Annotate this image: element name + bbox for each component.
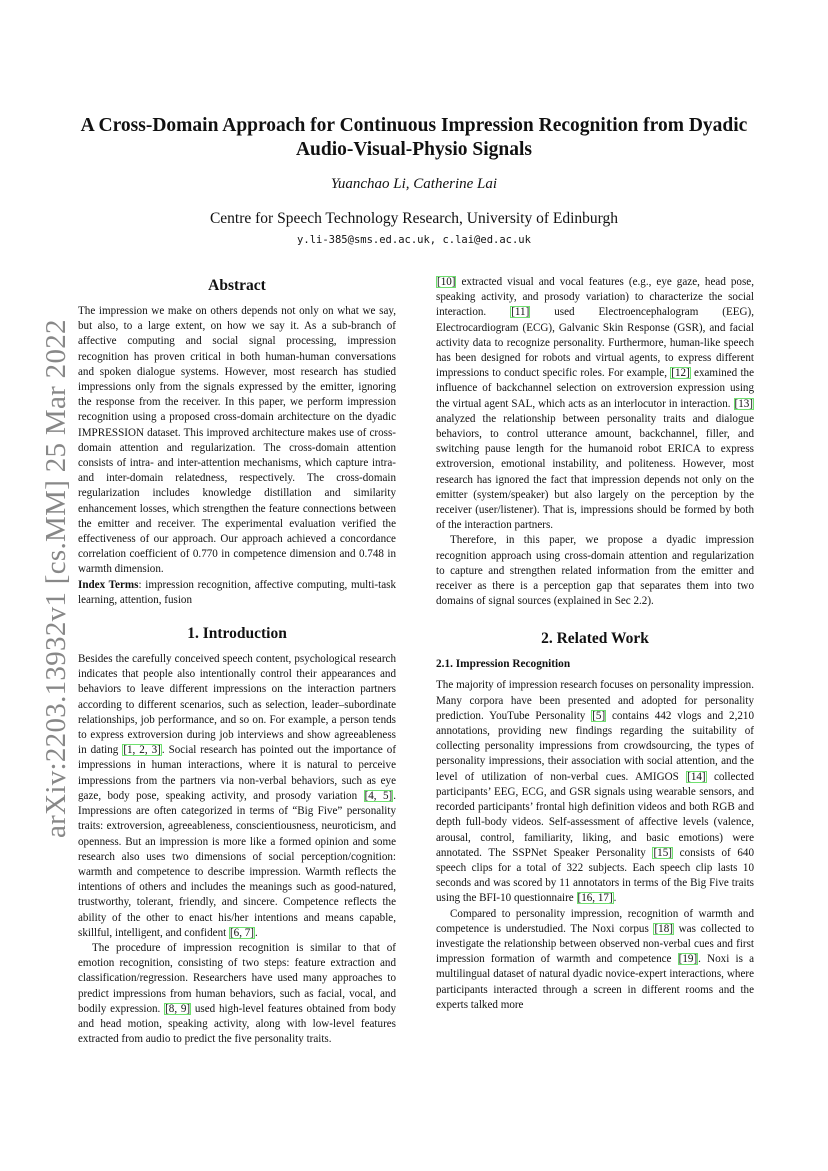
citation-link[interactable]: [6, 7] (229, 926, 254, 939)
intro-text: extracted visual and vocal features (e.g., eye gaze, head pose, speaking activity, and prosody variation) to characterize the social interaction. (436, 276, 754, 319)
index-terms (78, 578, 396, 608)
intro-text: analyzed the relationship between personality traits and dialogue behaviors, to control utterance amount, backchannel, filler, and switching pause length for the humanoid robot ERICA to express extroversion, emotional instability, and politeness. However, most research has ignored the fact that impression depends not only on the emitter (system/speaker) but also largely on the perception by the receiver (user/listener). That is, impressions should be formed by both of the interaction partners. (436, 412, 754, 532)
intro-text: The procedure of impression recognition is similar to that of emotion recognition, consisting of two steps: feature extraction and classification/regression. Researchers have used many approaches to predict impressions from human behaviors, such as facial, vocal, and bodily expression. (78, 941, 396, 1015)
related-text: collected participants’ EEG, ECG, and GSR signals using wearable sensors, and recorded participants’ frontal high definition videos and both RGB and depth full-body videos. Self-assessment of affective levels (valence, arousal, control, familiarity, liking, and basic emotions) were annotated. The SSPNet Speaker Personality (436, 770, 754, 859)
citation-link[interactable]: [4, 5] (364, 789, 393, 802)
abstract-text: The impression we make on others depends not only on what we say, but also, to a large extent, on how we say it. As a sub-branch of affective computing and social signal processing, impression recognition has proven critical in both human-human conversations and spoken dialogue systems. However, most research has studied impressions only from the signals expressed by the emitter, ignoring the response from the receiver. In this paper, we perform impression recognition using a proposed cross-domain architecture on the dyadic IMPRESSION dataset. This improved architecture makes use of cross-domain attention and regularization. The cross-domain attention consists of intra- and inter-attention mechanisms, which capture intra- and inter-domain relatedness, respectively. The cross-domain regularization includes knowledge distillation and similarity enhancement losses, which strengthen the feature connections between the emitter and receiver. The experimental evaluation verified the effectiveness of our approach. Our approach achieved a concordance correlation coefficient of 0.770 in competence dimension and 0.748 in warmth dimension. (78, 305, 396, 576)
intro-text: Besides the carefully conceived speech content, psychological research indicates that people also intentionally control their appearances and behaviors to leave different impressions on the interaction partners according to different scenarios, such as selection, leader–subordinate relationships, job performance, and so on. For example, a person tends to express extroversion during job interviews and show agreeableness in dating (78, 653, 396, 757)
citation-link[interactable]: [13] (734, 397, 753, 410)
related-text: The majority of impression research focuses on personality impression. Many corpora have been presented and adopted for personality prediction. YouTube Personality (436, 679, 754, 722)
intro-text: . (255, 926, 258, 939)
related-text: . Noxi is a multilingual dataset of natural dyadic novice-expert interactions, where participants interacted through a screen in different rooms and the experts talked more (436, 953, 754, 1011)
author-emails: y.li-385@sms.ed.ac.uk, c.lai@ed.ac.uk (297, 234, 531, 246)
abstract-heading: Abstract (208, 277, 266, 294)
introduction-heading: 1. Introduction (187, 625, 287, 643)
arxiv-stamp (18, 319, 72, 838)
related-text: contains 442 vlogs and 2,210 annotations, providing new findings regarding the suitability of collecting personality impressions from crowdsourcing, the types of personality impressions, their association with social attention, and the level of utilization of non-verbal cues. AMIGOS (436, 709, 754, 783)
index-terms-label: Index Terms (78, 578, 139, 591)
left-column (78, 270, 396, 1047)
index-terms-text: : impression recognition, affective computing, multi-task learning, attention, fusion (78, 578, 396, 606)
intro-text: used Electroencephalogram (EEG), Electrocardiogram (ECG), Galvanic Skin Response (GSR), and facial activity data to recognize personality. Furthermore, human-like speech has been designed for robots and virtual agents, to express different impressions to conduct specific roles. For example, (436, 306, 755, 380)
intro-text: used high-level features obtained from body and head motion, speaking activity, along with low-level features extracted from audio to predict the five personality traits. (78, 1002, 397, 1046)
citation-link[interactable]: [12] (671, 367, 690, 380)
intro-paragraph-2-continued (436, 275, 754, 533)
related-text: consists of 640 speech clips for a total of 322 subjects. Each speech clip lasts 10 seconds and was scored by 11 annotators in terms of the Big Five traits using the BFI-10 questionnaire (436, 846, 754, 905)
impression-recognition-subheading: 2.1. Impression Recognition (436, 658, 571, 671)
related-paragraph-1 (436, 678, 754, 906)
intro-text: examined the influence of backchannel selection on extroversion expression using the virtual agent SAL, which acts as an interlocutor in interaction. (436, 367, 754, 410)
intro-paragraph-3: Therefore, in this paper, we propose a dyadic impression recognition approach using cross-domain attention and regularization to capture and strengthen related information from the emitter and receiver as there is a perception gap that separates them into two domains of signal sources (explained in Sec 2.2). (436, 534, 754, 608)
citation-link[interactable]: [15] (653, 846, 672, 859)
intro-text: . Social research has pointed out the importance of impressions in human interactions, where it is natural to perceive impressions from the partners via non-verbal behaviors, such as eye gaze, body pose, speaking activity, and prosody variation (78, 744, 397, 802)
related-text: Compared to personality impression, recognition of warmth and competence is understudied. The Noxi corpus (436, 907, 754, 935)
authors: Yuanchao Li, Catherine Lai (330, 176, 498, 192)
citation-link[interactable]: [18] (654, 922, 673, 935)
citation-link[interactable]: [11] (511, 306, 530, 319)
related-text: was collected to investigate the relationship between observed non-verbal cues and first impression formation of warmth and competence (436, 922, 754, 966)
related-work-heading: 2. Related Work (541, 630, 649, 648)
citation-link[interactable]: [5] (592, 709, 606, 722)
right-column (436, 275, 754, 1013)
citation-link[interactable]: [1, 2, 3] (123, 744, 161, 757)
related-text: . (613, 892, 617, 905)
arxiv-identifier: arXiv:2203.13932v1 [cs.MM] 25 Mar 2022 (40, 319, 72, 838)
intro-text: . Impressions are often categorized in terms of “Big Five” personality traits: extroversion, agreeableness, conscientiousness, neuroticism, and openness. But an impression is more like a formed opinion and some research also uses two dimensions of social perception/cognition: warmth and competence to describe impression. Warmth reflects the intentions of others and includes the meanings such as good-natured, trustworthy, tolerant, friendly, and sincere. Competence reflects the ability of the other to enact his/her intentions and means capable, skillful, intelligent, and confident (78, 789, 397, 939)
citation-link[interactable]: [19] (678, 953, 698, 966)
citation-link[interactable]: [8, 9] (165, 1002, 191, 1015)
citation-link[interactable]: [10] (437, 276, 456, 288)
affiliation: Centre for Speech Technology Research, University of Edinburgh (209, 210, 619, 227)
citation-link[interactable]: [16, 17] (577, 892, 613, 905)
paper-title: A Cross-Domain Approach for Continuous Impression Recognition from Dyadic Audio-Visual-Physio Signals (80, 115, 748, 160)
intro-paragraph-2 (78, 941, 396, 1047)
related-paragraph-2 (436, 907, 754, 1013)
intro-paragraph-1 (78, 652, 396, 941)
citation-link[interactable]: [14] (687, 770, 706, 783)
